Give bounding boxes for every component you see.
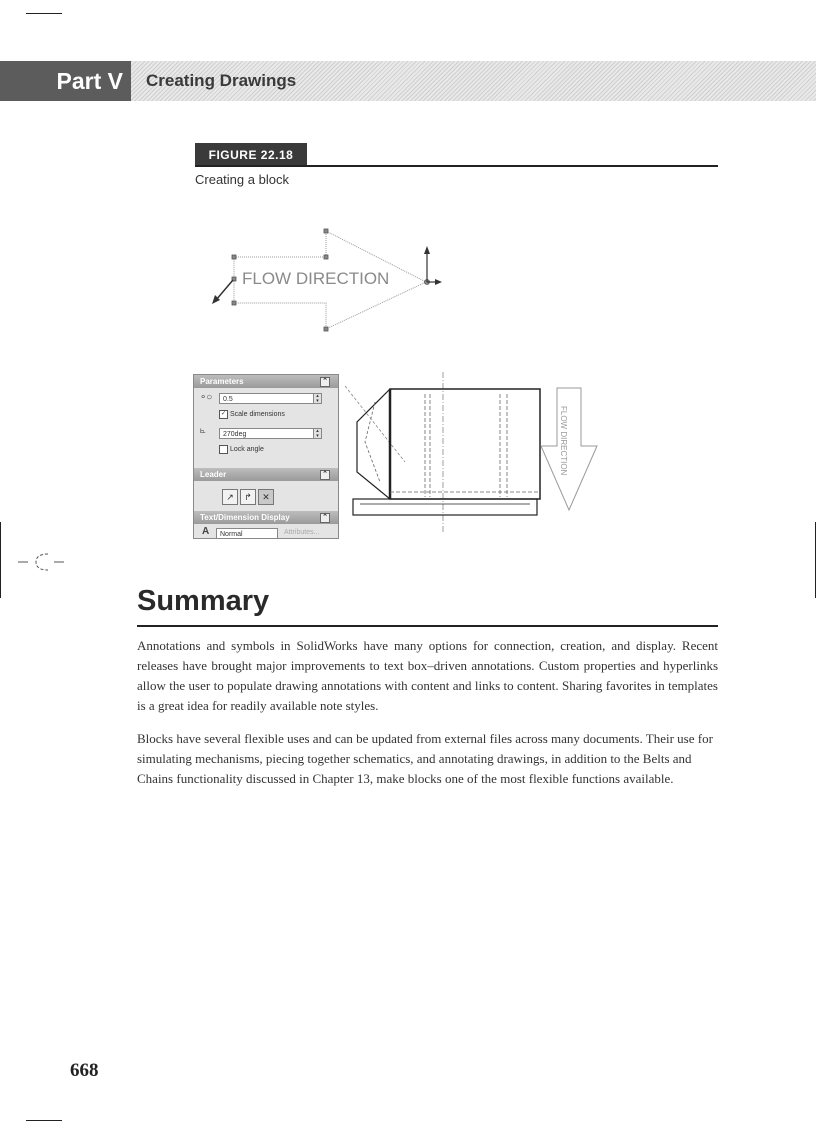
summary-paragraph-2: Blocks have several flexible uses and can be updated from external files across many documents. Their use for simulating mechanisms, piecing together schematics, and annotating drawings, in addition to the Belts and Chains functionality discussed in Chapter 13, make blocks one of the most flexible functions available. — [137, 731, 713, 786]
axis-y-arrowhead — [424, 246, 430, 254]
block-properties-panel — [193, 374, 339, 539]
lock-angle-option[interactable] — [219, 445, 264, 454]
scale-dimensions-label: Scale dimensions — [230, 411, 285, 418]
parameters-section — [194, 388, 338, 468]
grip-point — [324, 255, 328, 259]
no-leader-icon[interactable]: ✕ — [258, 489, 274, 505]
crop-mark-left-edge — [0, 522, 1, 598]
crop-mark-bottom — [26, 1120, 62, 1121]
parameters-title: Parameters — [200, 377, 244, 386]
figure-rule — [195, 165, 718, 167]
grip-point — [324, 327, 328, 331]
lock-angle-label: Lock angle — [230, 446, 264, 453]
block-arrow-outline — [541, 388, 597, 510]
parameters-header[interactable] — [194, 375, 338, 388]
registration-mark — [18, 550, 68, 574]
leader-header[interactable] — [194, 468, 338, 481]
attributes-button[interactable]: Attributes... — [284, 529, 320, 536]
grip-point — [232, 301, 236, 305]
part-label: Part V — [0, 61, 131, 101]
axis-x-arrowhead — [435, 279, 442, 285]
part-chamfer — [357, 389, 390, 499]
page-number: 668 — [70, 1060, 99, 1081]
angle-icon: ⦜ — [200, 425, 206, 436]
text-display-section — [194, 524, 338, 539]
scale-input[interactable]: 0.5 — [219, 393, 314, 404]
checkbox-checked-icon[interactable]: ✓ — [220, 411, 227, 417]
text-display-title: Text/Dimension Display — [200, 513, 290, 522]
summary-rule — [137, 625, 718, 627]
font-select[interactable]: Normal — [216, 528, 278, 539]
grip-point — [232, 255, 236, 259]
leader-title: Leader — [200, 470, 227, 479]
part-base — [353, 499, 537, 515]
figure-label: FIGURE 22.18 — [195, 143, 307, 167]
leader-bent-icon[interactable]: ↱ — [240, 489, 256, 505]
flow-arrow-diagram — [200, 220, 460, 340]
text-display-header[interactable] — [194, 511, 338, 524]
leader-line — [216, 280, 233, 300]
summary-paragraph-1: Annotations and symbols in SolidWorks have many options for connection, creation, and display. Recent releases have brought major improvements to text box–driven annotations. Custom properties and hyperlinks allow the user to populate drawing annotations with content and links to content. Sharing favorites in templates is a great idea for readily available note styles. — [137, 638, 718, 713]
scale-spinner[interactable]: ▴ ▾ — [313, 393, 322, 404]
block-flow-direction-text: FLOW DIRECTION — [559, 406, 568, 476]
scale-dimensions-option[interactable] — [219, 410, 285, 419]
figure-caption: Creating a block — [195, 172, 289, 187]
collapse-icon[interactable]: ⌃ — [320, 377, 330, 387]
flow-direction-text: FLOW DIRECTION — [242, 269, 390, 288]
chapter-title: Creating Drawings — [146, 71, 297, 90]
font-icon: A — [202, 526, 210, 537]
angle-spinner[interactable]: ▴ ▾ — [313, 428, 322, 439]
scale-icon: ∘○ — [200, 392, 213, 403]
collapse-icon[interactable]: ⌃ — [320, 513, 330, 523]
collapse-icon[interactable]: ⌃ — [320, 470, 330, 480]
checkbox-icon[interactable] — [219, 445, 228, 454]
drawing-view — [335, 372, 605, 532]
summary-heading: Summary — [137, 585, 270, 617]
leader-section — [194, 481, 338, 511]
leader-arrow-icon[interactable]: ↗ — [222, 489, 238, 505]
part-body — [390, 389, 540, 499]
crop-mark-top — [26, 13, 62, 14]
grip-point — [324, 229, 328, 233]
angle-input[interactable]: 270deg — [219, 428, 314, 439]
